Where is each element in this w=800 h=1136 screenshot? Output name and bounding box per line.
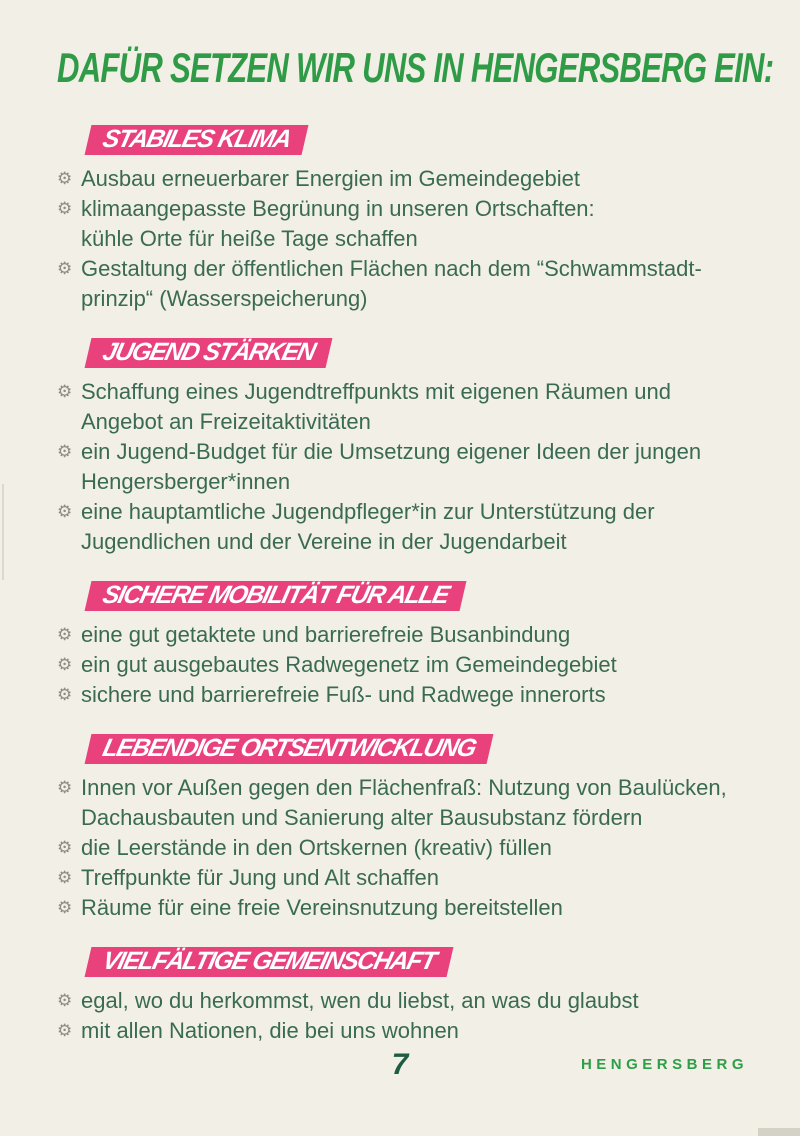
list-item: [57, 497, 760, 557]
list-item: [57, 377, 760, 437]
section: [57, 734, 760, 923]
gear-icon: ⚙: [57, 838, 73, 858]
section-heading-badge: [85, 338, 333, 368]
page-number: 7: [391, 1048, 409, 1081]
section-items: [57, 986, 760, 1046]
section-heading: LEBENDIGE ORTSENTWICKLUNG: [99, 734, 479, 762]
section: [57, 581, 760, 710]
section: [57, 125, 760, 314]
section-items: [57, 164, 760, 314]
gear-icon: ⚙: [57, 625, 73, 645]
section-items: [57, 620, 760, 710]
list-item-text: Gestaltung der öffentlichen Flächen nach dem “Schwammstadt- prinzip“ (Wasserspeicherung): [81, 256, 702, 311]
gear-icon: ⚙: [57, 868, 73, 888]
page-title: DAFÜR SETZEN WIR UNS IN HENGERSBERG EIN:: [57, 44, 774, 91]
gear-icon: ⚙: [57, 502, 73, 522]
gear-icon: ⚙: [57, 991, 73, 1011]
scan-corner-artifact: [758, 1128, 800, 1136]
list-item-text: ein gut ausgebautes Radwegenetz im Gemeindegebiet: [81, 652, 617, 677]
section: [57, 338, 760, 557]
gear-icon: ⚙: [57, 382, 73, 402]
gear-icon: ⚙: [57, 199, 73, 219]
section-items: [57, 377, 760, 557]
list-item: [57, 863, 760, 893]
gear-icon: ⚙: [57, 442, 73, 462]
page-footer: [0, 1048, 800, 1088]
gear-icon: ⚙: [57, 1021, 73, 1041]
section-heading-badge: [85, 125, 309, 155]
list-item: [57, 893, 760, 923]
section-heading-badge: [85, 581, 467, 611]
list-item-text: klimaangepasste Begrünung in unseren Ortschaften: kühle Orte für heiße Tage schaffen: [81, 196, 595, 251]
list-item-text: eine hauptamtliche Jugendpfleger*in zur Unterstützung der Jugendlichen und der Vereine in der Jugendarbeit: [81, 499, 655, 554]
section: [57, 947, 760, 1046]
list-item: [57, 620, 760, 650]
section-heading: SICHERE MOBILITÄT FÜR ALLE: [99, 581, 452, 609]
list-item: [57, 986, 760, 1016]
gear-icon: ⚙: [57, 778, 73, 798]
list-item-text: ein Jugend-Budget für die Umsetzung eigener Ideen der jungen Hengersberger*innen: [81, 439, 702, 494]
list-item-text: sichere und barrierefreie Fuß- und Radwege innerorts: [81, 682, 606, 707]
section-heading: JUGEND STÄRKEN: [99, 338, 318, 366]
gear-icon: ⚙: [57, 169, 73, 189]
section-heading-badge: [85, 734, 494, 764]
section-heading: VIELFÄLTIGE GEMEINSCHAFT: [99, 947, 439, 975]
section-heading-badge: [85, 947, 454, 977]
list-item-text: Räume für eine freie Vereinsnutzung bereitstellen: [81, 895, 563, 920]
list-item-text: Innen vor Außen gegen den Flächenfraß: Nutzung von Baulücken, Dachausbauten und Sanierung alter Bausubstanz fördern: [81, 775, 727, 830]
list-item-text: Treffpunkte für Jung und Alt schaffen: [81, 865, 439, 890]
list-item-text: die Leerstände in den Ortskernen (kreativ) füllen: [81, 835, 552, 860]
list-item: [57, 194, 760, 254]
section-items: [57, 773, 760, 923]
gear-icon: ⚙: [57, 259, 73, 279]
list-item: [57, 680, 760, 710]
list-item-text: mit allen Nationen, die bei uns wohnen: [81, 1018, 459, 1043]
list-item: [57, 1016, 760, 1046]
list-item: [57, 650, 760, 680]
brand-wordmark: HENGERSBERG: [580, 1056, 748, 1073]
list-item: [57, 833, 760, 863]
gear-icon: ⚙: [57, 655, 73, 675]
list-item: [57, 164, 760, 194]
list-item: [57, 773, 760, 833]
list-item-text: Ausbau erneuerbarer Energien im Gemeindegebiet: [81, 166, 580, 191]
list-item: [57, 254, 760, 314]
list-item-text: Schaffung eines Jugendtreffpunkts mit eigenen Räumen und Angebot an Freizeitaktivitäten: [81, 379, 671, 434]
list-item-text: egal, wo du herkommst, wen du liebst, an was du glaubst: [81, 988, 639, 1013]
scan-edge-artifact: [2, 484, 4, 580]
list-item: [57, 437, 760, 497]
gear-icon: ⚙: [57, 898, 73, 918]
list-item-text: eine gut getaktete und barrierefreie Busanbindung: [81, 622, 571, 647]
sections: [57, 125, 760, 1046]
section-heading: STABILES KLIMA: [99, 125, 294, 153]
gear-icon: ⚙: [57, 685, 73, 705]
